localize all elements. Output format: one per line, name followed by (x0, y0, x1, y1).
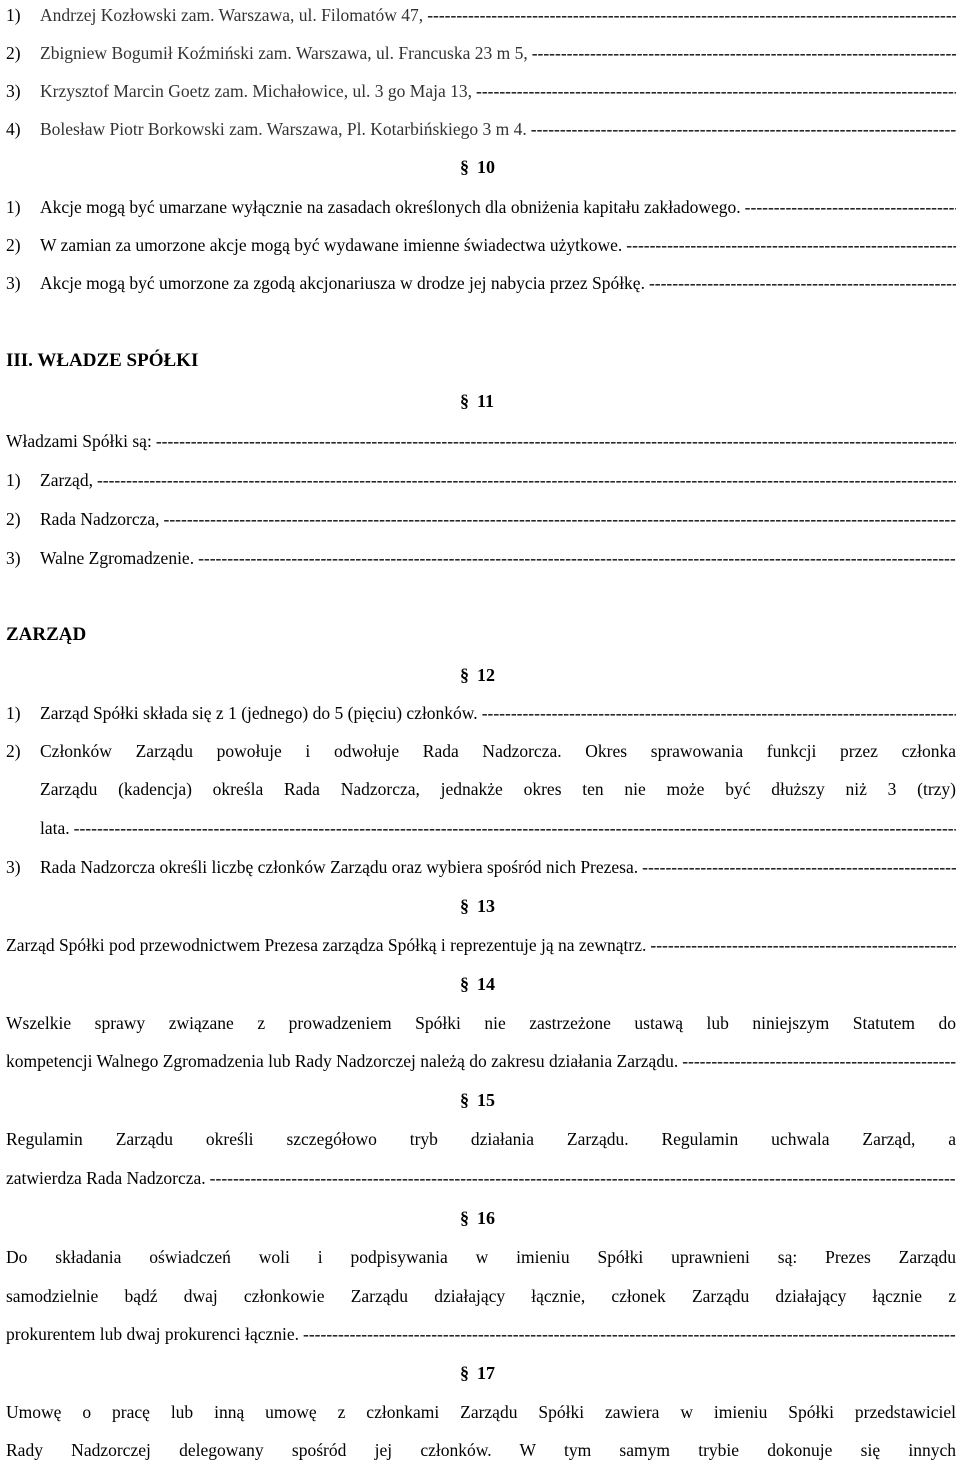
section-number: § 11 (460, 391, 495, 411)
dash-filler (531, 116, 956, 142)
paragraph-line: Umowę o pracę lub inną umowę z członkami Zarządu Spółki zawiera w imieniu Spółki przedstawiciel (6, 1402, 956, 1422)
paragraph-line: prokurentem lub dwaj prokurenci łącznie. ----- (6, 1321, 956, 1347)
list-item: 4) Bolesław Piotr Borkowski zam. Warszawa, Pl. Kotarbińskiego 3 m 4. ----- (6, 116, 956, 142)
paragraph-line: Wszelkie sprawy związane z prowadzeniem Spółki nie zastrzeżone ustawą lub niniejszym Statutem do (6, 1013, 956, 1033)
paragraph-sign: § (460, 1363, 469, 1383)
list-item: 2) Rada Nadzorcza, ----- (6, 506, 956, 532)
dash-filler (198, 545, 956, 571)
dash-filler (649, 270, 956, 296)
paragraph-line: Regulamin Zarządu określi szczegółowo tryb działania Zarządu. Regulamin uchwala Zarząd, a (6, 1129, 956, 1149)
paragraph-sign: § (460, 896, 469, 916)
dash-filler (642, 854, 956, 880)
section-heading: ZARZĄD (6, 624, 87, 645)
list-item: 3) Walne Zgromadzenie. ----- (6, 545, 956, 571)
paragraph-line: Zarząd Spółki pod przewodnictwem Prezesa zarządza Spółką i reprezentuje ją na zewnątrz. ----- (6, 932, 956, 958)
paragraph-line: Rady Nadzorczej delegowany spośród jej członków. W tym samym trybie dokonuje się innych (6, 1440, 956, 1460)
paragraph-line: samodzielnie bądź dwaj członkowie Zarządu działający łącznie, członek Zarządu działający łącznie z (6, 1286, 956, 1306)
list-item: 2) Zbigniew Bogumił Koźmiński zam. Warszawa, ul. Francuska 23 m 5, ----- (6, 40, 956, 66)
dash-filler (164, 506, 956, 532)
chapter-heading: III. WŁADZE SPÓŁKI (6, 350, 199, 371)
dash-filler (427, 2, 956, 28)
dash-filler (156, 428, 956, 454)
section-number: § 15 (460, 1090, 495, 1110)
paragraph-line: zatwierdza Rada Nadzorcza. ----- (6, 1165, 956, 1191)
paragraph-line: Zarządu (kadencja) określa Rada Nadzorcza, jednakże okres ten nie może być dłuższy niż 3 (trzy) (40, 779, 956, 799)
list-item: 1) Andrzej Kozłowski zam. Warszawa, ul. Filomatów 47, ----- (6, 2, 956, 28)
paragraph-line: Do składania oświadczeń woli i podpisywania w imieniu Spółki uprawnieni są: Prezes Zarządu (6, 1247, 956, 1267)
dash-filler (303, 1321, 956, 1347)
paragraph-sign: § (460, 1208, 469, 1228)
list-item: 1) Zarząd, ----- (6, 467, 956, 493)
section-number: § 14 (460, 974, 495, 994)
dash-filler (650, 932, 956, 958)
list-item: 1) Akcje mogą być umarzane wyłącznie na zasadach określonych dla obniżenia kapitału zakładowego. ----- (6, 194, 956, 220)
dash-filler (74, 815, 956, 841)
paragraph-sign: § (460, 391, 469, 411)
list-item: 3) Akcje mogą być umorzone za zgodą akcjonariusza w drodze jej nabycia przez Spółkę. ----- (6, 270, 956, 296)
section-number: § 12 (460, 665, 495, 685)
dash-filler (532, 40, 956, 66)
list-item: 3) Rada Nadzorcza określi liczbę członków Zarządu oraz wybiera spośród nich Prezesa. ----- (6, 854, 956, 880)
paragraph-line: kompetencji Walnego Zgromadzenia lub Rady Nadzorczej należą do zakresu działania Zarządu. ----- (6, 1048, 956, 1074)
list-item: 2) Członków Zarządu powołuje i odwołuje Rada Nadzorcza. Okres sprawowania funkcji przez członka (6, 741, 956, 761)
paragraph-sign: § (460, 665, 469, 685)
list-item: 1) Zarząd Spółki składa się z 1 (jednego) do 5 (pięciu) członków. ----- (6, 700, 956, 726)
paragraph-sign: § (460, 974, 469, 994)
section-number: § 16 (460, 1208, 495, 1228)
dash-filler (97, 467, 956, 493)
dash-filler (626, 232, 956, 258)
paragraph-sign: § (460, 1090, 469, 1110)
dash-filler (682, 1048, 956, 1074)
paragraph-line: lata. ----- (40, 815, 956, 841)
dash-filler (482, 700, 956, 726)
section-number: § 10 (460, 157, 495, 177)
dash-filler (476, 78, 956, 104)
paragraph-line: Władzami Spółki są: ----- (6, 428, 956, 454)
list-item: 2) W zamian za umorzone akcje mogą być wydawane imienne świadectwa użytkowe. ----- (6, 232, 956, 258)
dash-filler (210, 1165, 956, 1191)
dash-filler (745, 194, 956, 220)
section-number: § 13 (460, 896, 495, 916)
list-item: 3) Krzysztof Marcin Goetz zam. Michałowice, ul. 3 go Maja 13, ----- (6, 78, 956, 104)
section-number: § 17 (460, 1363, 495, 1383)
paragraph-sign: § (460, 157, 469, 177)
